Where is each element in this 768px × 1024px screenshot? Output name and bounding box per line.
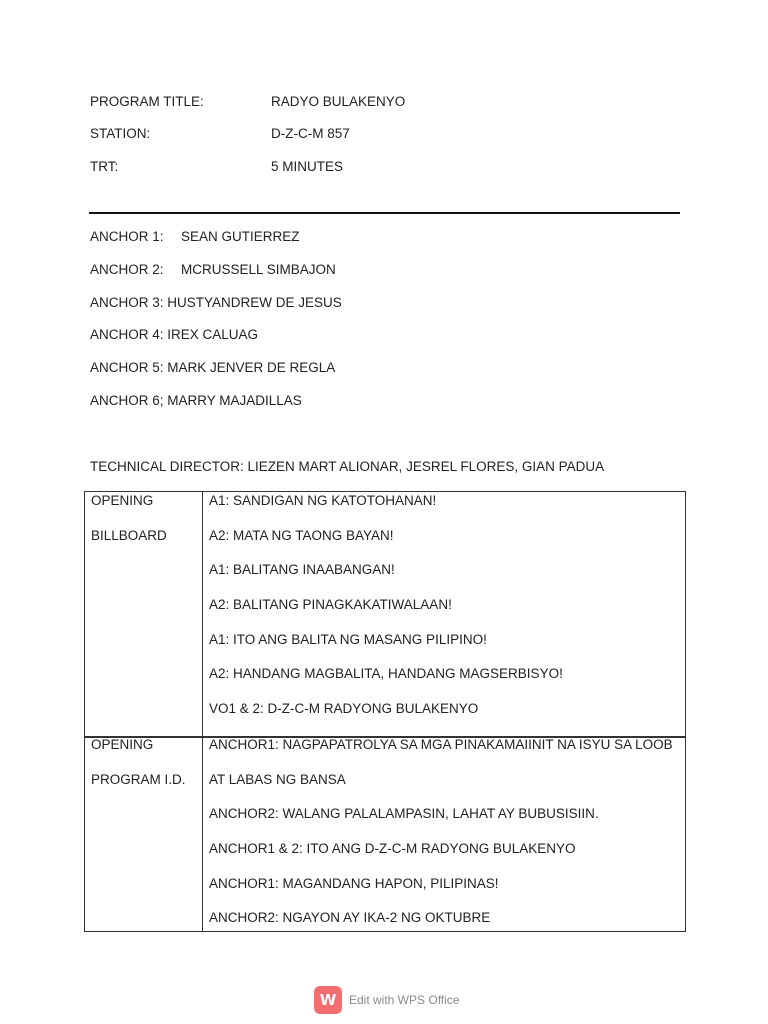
anchor-6: ANCHOR 6; MARRY MAJADILLAS (90, 393, 302, 408)
technical-director: TECHNICAL DIRECTOR: LIEZEN MART ALIONAR, JESREL FLORES, GIAN PADUA (90, 459, 605, 474)
script-line: A1: SANDIGAN NG KATOTOHANAN! (209, 493, 437, 508)
wps-logo-icon: W (314, 986, 342, 1014)
column-divider (202, 737, 203, 931)
script-line: VO1 & 2: D-Z-C-M RADYONG BULAKENYO (209, 701, 479, 716)
anchor-3: ANCHOR 3: HUSTYANDREW DE JESUS (90, 295, 342, 310)
column-divider (202, 492, 203, 737)
script-line: ANCHOR1: MAGANDANG HAPON, PILIPINAS! (209, 876, 499, 891)
station-value: D-Z-C-M 857 (271, 126, 350, 141)
script-table-row-opening-billboard (84, 491, 686, 738)
script-line: A2: BALITANG PINAGKAKATIWALAAN! (209, 597, 452, 612)
anchor-2-label: ANCHOR 2: (90, 262, 164, 277)
program-title-value: RADYO BULAKENYO (271, 94, 406, 109)
script-line: ANCHOR1: NAGPAPATROLYA SA MGA PINAKAMAIINIT NA ISYU SA LOOB (209, 737, 673, 752)
station-label: STATION: (90, 126, 151, 141)
segment-label-line-1: OPENING (91, 493, 154, 508)
script-line: A2: MATA NG TAONG BAYAN! (209, 528, 394, 543)
segment-label-line-1: OPENING (91, 737, 154, 752)
segment-label-line-2: PROGRAM I.D. (91, 772, 186, 787)
script-line: ANCHOR2: NGAYON AY IKA-2 NG OKTUBRE (209, 910, 491, 925)
anchor-2-name: MCRUSSELL SIMBAJON (181, 262, 336, 277)
script-line: A1: BALITANG INAABANGAN! (209, 562, 395, 577)
script-line: AT LABAS NG BANSA (209, 772, 346, 787)
script-line: A2: HANDANG MAGBALITA, HANDANG MAGSERBISYO! (209, 666, 563, 681)
anchor-5: ANCHOR 5: MARK JENVER DE REGLA (90, 360, 336, 375)
script-line: A1: ITO ANG BALITA NG MASANG PILIPINO! (209, 632, 487, 647)
anchor-4: ANCHOR 4: IREX CALUAG (90, 327, 259, 342)
horizontal-divider (89, 212, 680, 214)
anchor-1-name: SEAN GUTIERREZ (181, 229, 300, 244)
edit-with-wps-link[interactable] (314, 985, 459, 1015)
script-table-row-opening-program-id (84, 736, 686, 932)
script-line: ANCHOR1 & 2: ITO ANG D-Z-C-M RADYONG BULAKENYO (209, 841, 576, 856)
footer-text: Edit with WPS Office (349, 993, 460, 1007)
segment-label-line-2: BILLBOARD (91, 528, 167, 543)
program-title-label: PROGRAM TITLE: (90, 94, 204, 109)
trt-value: 5 MINUTES (271, 159, 344, 174)
anchor-1-label: ANCHOR 1: (90, 229, 164, 244)
trt-label: TRT: (90, 159, 119, 174)
script-line: ANCHOR2: WALANG PALALAMPASIN, LAHAT AY BUBUSISIIN. (209, 806, 599, 821)
